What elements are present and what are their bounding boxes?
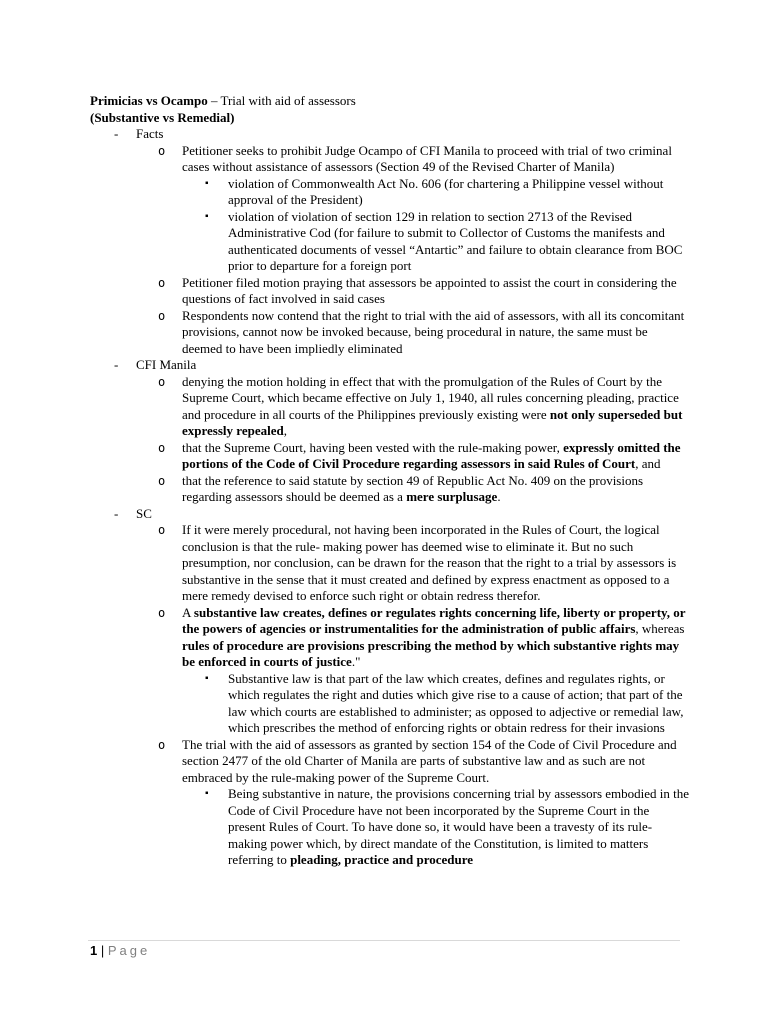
page-number: 1: [90, 943, 98, 958]
list-item: [136, 737, 690, 869]
item-text: that the Supreme Court, having been vested with the rule-making power, expressly omitted the portions of the Code of Civil Procedure regarding assessors in said Rules of Court, and: [182, 439, 681, 471]
outline: [90, 126, 690, 869]
item-text: Respondents now contend that the right to trial with the aid of assessors, with all its concomitant provisions, cannot now be invoked because, being procedural in nature, the same must be deemed to have been impliedly eliminated: [182, 307, 685, 356]
case-name: Primicias vs Ocampo: [90, 93, 208, 108]
footer-divider: [88, 940, 680, 941]
dash-bullet: -: [114, 357, 119, 372]
case-topic: (Substantive vs Remedial): [90, 109, 235, 125]
item-text: If it were merely procedural, not having been incorporated in the Rules of Court, the logical conclusion is that the rule- making power has deemed wise to eliminate it. But no such presumption, nor conclusion, can be drawn for the reason that the right to a trial by assessors is substantive in the sense that it must created and defined by express enactment as opposed to a mere remedy devised to enforce such right or obtain redress therefor.: [182, 522, 677, 603]
square-bullet: ▪: [205, 672, 209, 684]
list-item: [136, 440, 690, 473]
sub-item-text: Being substantive in nature, the provisions concerning trial by assessors embodied in the Code of Civil Procedure have not been incorporated by the Supreme Court in the present Rules of Court. To have done so, it would have been a travesty of its rule-making power which, by direct mandate of the Constitution, is limited to matters referring to pleading, practice and procedure: [228, 786, 690, 867]
topic-line: [90, 110, 690, 127]
sub-list-item: [182, 671, 690, 737]
section-label: SC: [136, 505, 152, 521]
item-text: denying the motion holding in effect that with the promulgation of the Rules of Court by the Supreme Court, which became effective on July 1, 1940, all rules concerning pleading, practice and procedure in all courts of the Philippines previously existing were not only superseded but expressly repealed,: [182, 373, 683, 438]
item-text: Petitioner filed motion praying that assessors be appointed to assist the court in considering the questions of fact involved in said cases: [182, 274, 677, 306]
case-title-line: [90, 93, 690, 110]
list-item: [136, 473, 690, 506]
list-item: [136, 374, 690, 440]
case-subtitle: – Trial with aid of assessors: [207, 93, 356, 108]
list-item: [136, 308, 690, 358]
circle-bullet: o: [158, 523, 166, 537]
circle-bullet: o: [158, 308, 166, 323]
list-item: [136, 605, 690, 737]
sub-item-text: violation of violation of section 129 in relation to section 2713 of the Revised Administrative Cod (for failure to submit to Collector of Customs the manifests and authenticated documents of vessel “Antartic” and failure to obtain clearance from BOC prior to departure for a foreign port: [228, 208, 683, 273]
sub-list-item: [182, 176, 690, 209]
section-label: Facts: [136, 126, 164, 141]
footer-separator: |: [97, 943, 108, 958]
dash-bullet: -: [114, 505, 119, 521]
sub-item-text: violation of Commonwealth Act No. 606 (for chartering a Philippine vessel without approval of the President): [228, 175, 664, 207]
document-body: [90, 93, 690, 869]
dash-bullet: -: [114, 126, 119, 141]
circle-bullet: o: [158, 737, 166, 752]
circle-bullet: o: [158, 605, 166, 620]
sub-list-item: [182, 209, 690, 275]
sub-list-item: [182, 786, 690, 869]
square-bullet: ▪: [205, 210, 209, 222]
circle-bullet: o: [158, 473, 166, 488]
section-facts: [90, 126, 690, 357]
list-item: [136, 522, 690, 605]
item-text: A substantive law creates, defines or regulates rights concerning life, liberty or property, or the powers of agencies or instrumentalities for the administration of public affairs, whereas rules of procedure are provisions prescribing the method by which substantive rights may be enforced in courts of justice.": [182, 604, 686, 669]
circle-bullet: o: [158, 440, 166, 455]
circle-bullet: o: [158, 275, 166, 290]
section-sc: [90, 506, 690, 869]
item-text: The trial with the aid of assessors as granted by section 154 of the Code of Civil Procedure and section 2477 of the old Charter of Manila are parts of substantive law and as such are not embraced by the rule-making power of the Supreme Court.: [182, 736, 677, 785]
section-label: CFI Manila: [136, 357, 197, 372]
item-text: Petitioner seeks to prohibit Judge Ocampo of CFI Manila to proceed with trial of two criminal cases without assistance of assessors (Section 49 of the Revised Charter of Manila): [182, 142, 672, 174]
square-bullet: ▪: [205, 177, 209, 189]
page-word: Page: [107, 943, 151, 958]
page-footer: [90, 943, 150, 958]
section-cfi-manila: [90, 357, 690, 506]
circle-bullet: o: [158, 143, 166, 158]
circle-bullet: o: [158, 374, 166, 389]
item-text: that the reference to said statute by section 49 of Republic Act No. 409 on the provisions regarding assessors should be deemed as a mere surplusage.: [182, 472, 644, 504]
list-item: [136, 275, 690, 308]
square-bullet: ▪: [205, 788, 209, 799]
sub-item-text: Substantive law is that part of the law which creates, defines and regulates rights, or which regulates the right and duties which give rise to a cause of action; that part of the law which courts are established to administer; as opposed to adjective or remedial law, which prescribes the method of enforcing rights or obtain redress for their invasions: [228, 670, 684, 735]
list-item: [136, 143, 690, 275]
